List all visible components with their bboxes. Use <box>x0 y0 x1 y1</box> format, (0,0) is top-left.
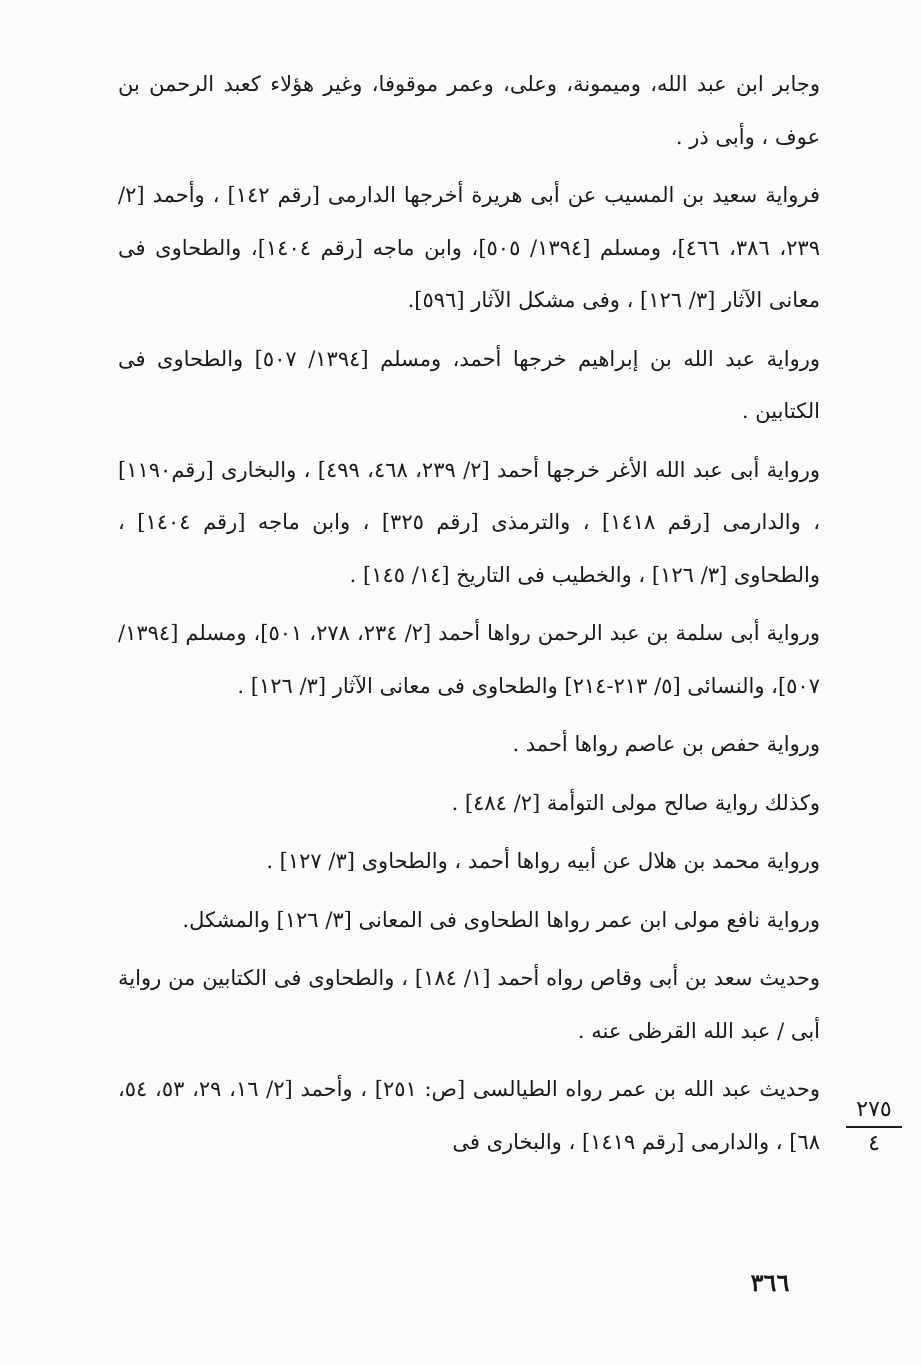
manuscript-folio-marker <box>846 1096 902 1158</box>
paragraph: وحديث سعد بن أبى وقاص رواه أحمد [١/ ١٨٤] ، والطحاوى فى الكتابين من رواية أبى / عبد الله القرظى عنه . <box>118 966 821 1043</box>
body-text <box>118 58 820 1174</box>
folio-number: ٢٧٥ <box>846 1096 902 1128</box>
page-number: ٣٦٦ <box>750 1268 790 1297</box>
paragraph: وكذلك رواية صالح مولى التوأمة [٢/ ٤٨٤] . <box>451 790 820 815</box>
paragraph: فرواية سعيد بن المسيب عن أبى هريرة أخرجها الدارمى [رقم ١٤٢] ، وأحمد [٢/ ٢٣٩، ٣٨٦، ٤٦٦]، ومسلم [١٣٩٤/ ٥٠٥]، وابن ماجه [رقم ١٤٠٤]، والطحاوى فى معانى الآثار [٣/ ١٢٦] ، وفى مشكل الآثار [٥٩٦]. <box>118 183 821 312</box>
paragraph: ورواية عبد الله بن إبراهيم خرجها أحمد، ومسلم [١٣٩٤/ ٥٠٧] والطحاوى فى الكتابين . <box>118 346 820 423</box>
paragraph: وجابر ابن عبد الله، وميمونة، وعلى، وعمر موقوفا، وغير هؤلاء كعبد الرحمن بن عوف ، وأبى ذر . <box>118 72 820 149</box>
paragraph: ورواية محمد بن هلال عن أبيه رواها أحمد ، والطحاوى [٣/ ١٢٧] . <box>266 849 820 873</box>
folio-part: ٤ <box>868 1131 880 1156</box>
paragraph: وحديث عبد الله بن عمر رواه الطيالسى [ص: ٢٥١] ، وأحمد [٢/ ١٦، ٢٩، ٥٣، ٥٤، ٦٨] ، والدارمى [رقم ١٤١٩] ، والبخارى فى <box>118 1077 821 1154</box>
paragraph: ورواية نافع مولى ابن عمر رواها الطحاوى فى المعانى [٣/ ١٢٦] والمشكل. <box>182 907 820 932</box>
paragraph: ورواية حفص بن عاصم رواها أحمد . <box>512 732 820 756</box>
paragraph: ورواية أبى عبد الله الأغر خرجها أحمد [٢/ ٢٣٩، ٤٦٨، ٤٩٩] ، والبخارى [رقم١١٩٠] ، والدارمى [رقم ١٤١٨] ، والترمذى [رقم ٣٢٥] ، وابن ماجه [رقم ١٤٠٤] ، والطحاوى [٣/ ١٢٦] ، والخطيب فى التاريخ [١٤/ ١٤٥] . <box>118 457 821 587</box>
paragraph: ورواية أبى سلمة بن عبد الرحمن رواها أحمد [٢/ ٢٣٤، ٢٧٨، ٥٠١]، ومسلم [١٣٩٤/ ٥٠٧]، والنسائى [٥/ ٢١٣-٢١٤] والطحاوى فى معانى الآثار [٣/ ١٢٦] . <box>118 621 820 698</box>
